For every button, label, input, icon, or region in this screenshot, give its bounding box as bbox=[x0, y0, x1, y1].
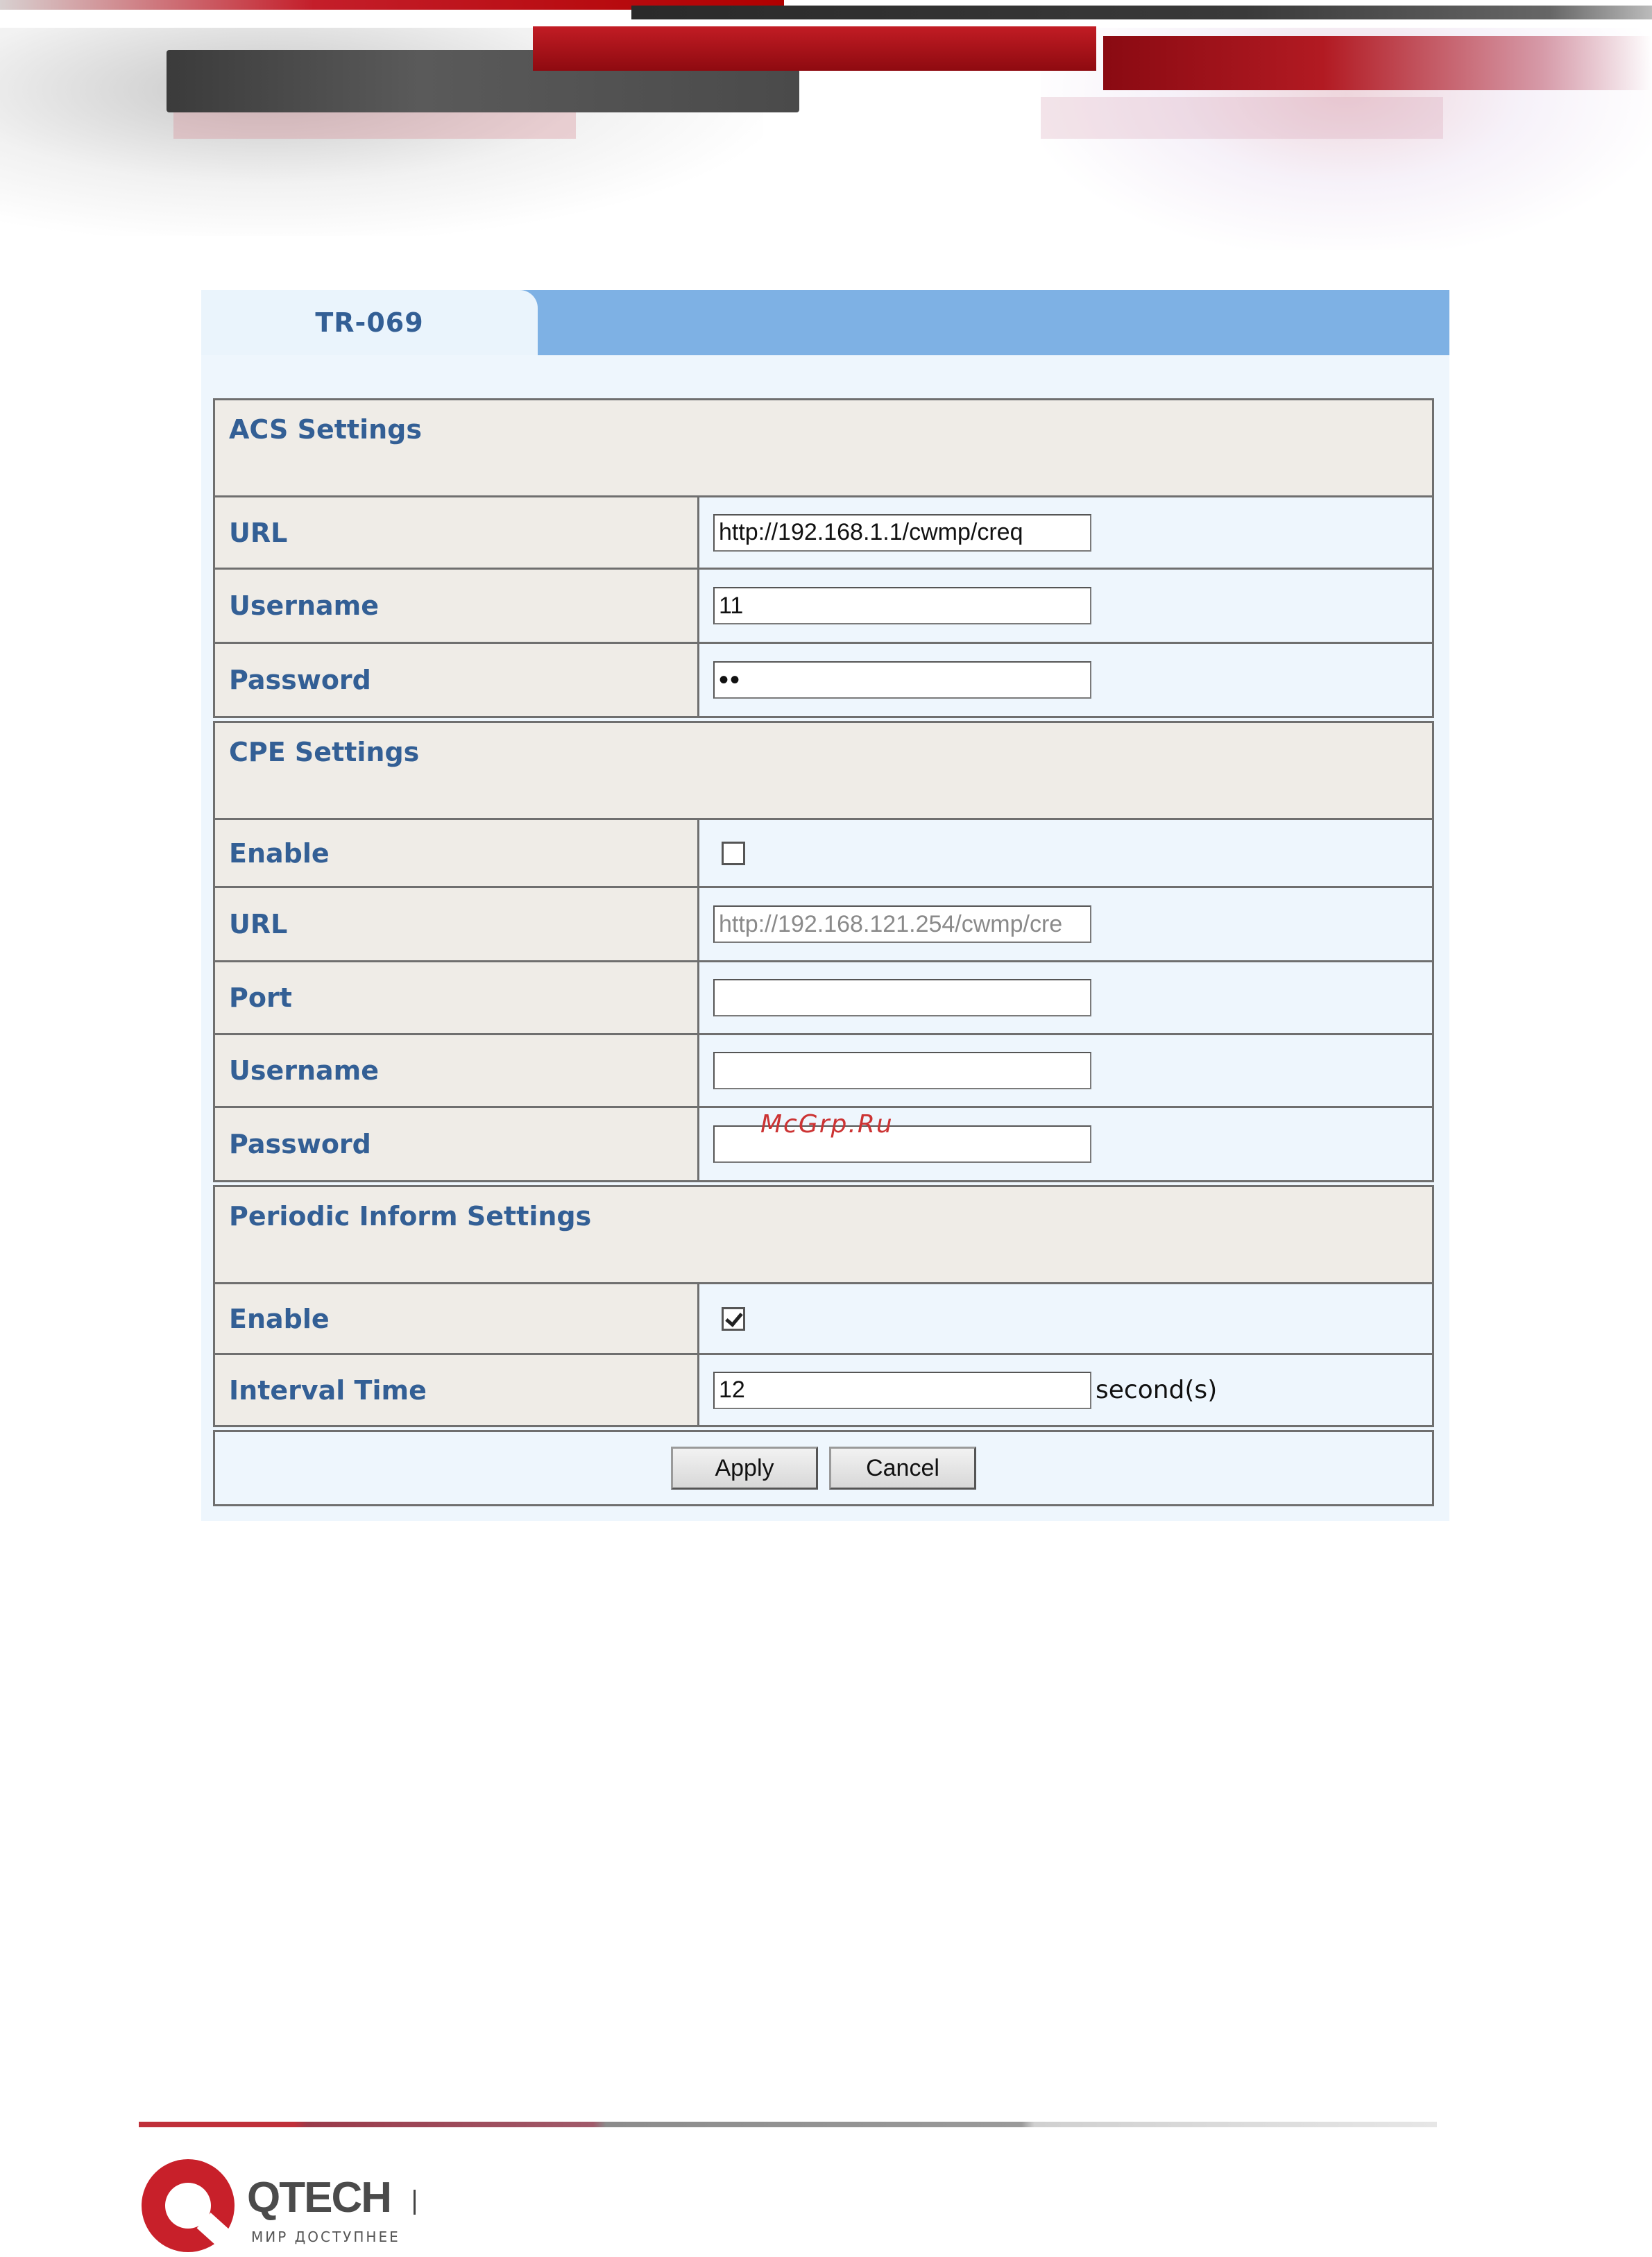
periodic-inform-section bbox=[213, 1185, 1434, 1284]
cpe-enable-checkbox[interactable] bbox=[722, 842, 745, 865]
periodic-inform-title: Periodic Inform Settings bbox=[229, 1201, 592, 1232]
cpe-url-input[interactable] bbox=[713, 905, 1091, 943]
qtech-tagline: МИР ДОСТУПНЕЕ bbox=[251, 2229, 400, 2245]
watermark-text: McGrp.Ru bbox=[760, 1110, 894, 1139]
cpe-settings-section bbox=[213, 721, 1434, 820]
cpe-port-input[interactable] bbox=[713, 979, 1091, 1016]
cpe-port-row bbox=[213, 960, 1434, 1035]
banner-pink-bar-right bbox=[1041, 97, 1443, 139]
acs-username-row bbox=[213, 568, 1434, 644]
header-banner bbox=[0, 0, 1652, 250]
acs-password-row bbox=[213, 642, 1434, 718]
acs-settings-title: ACS Settings bbox=[229, 414, 422, 445]
cpe-username-row bbox=[213, 1033, 1434, 1108]
cpe-enable-label: Enable bbox=[215, 820, 699, 886]
cpe-enable-row bbox=[213, 818, 1434, 888]
periodic-enable-label: Enable bbox=[215, 1284, 699, 1353]
cpe-username-label: Username bbox=[215, 1035, 699, 1106]
qtech-brand-name: QTECH bbox=[247, 2174, 391, 2222]
banner-dark-line bbox=[631, 6, 1652, 19]
apply-button[interactable]: Apply bbox=[671, 1447, 818, 1490]
tab-bar bbox=[201, 290, 1449, 355]
acs-username-input[interactable] bbox=[713, 587, 1091, 624]
cpe-username-input[interactable] bbox=[713, 1052, 1091, 1089]
periodic-interval-input[interactable] bbox=[713, 1372, 1091, 1409]
periodic-enable-checkbox[interactable] bbox=[722, 1307, 745, 1331]
cpe-password-label: Password bbox=[215, 1108, 699, 1180]
acs-url-row bbox=[213, 495, 1434, 570]
periodic-interval-row bbox=[213, 1353, 1434, 1427]
periodic-interval-label: Interval Time bbox=[215, 1355, 699, 1425]
cpe-port-label: Port bbox=[215, 962, 699, 1033]
cpe-url-row bbox=[213, 886, 1434, 962]
form-buttons-row bbox=[213, 1430, 1434, 1506]
interval-unit: second(s) bbox=[1096, 1376, 1218, 1404]
banner-red-bar bbox=[533, 26, 1096, 71]
cpe-settings-title: CPE Settings bbox=[229, 737, 420, 767]
footer-line bbox=[139, 2122, 1437, 2127]
tr069-panel bbox=[201, 290, 1449, 1521]
cancel-button[interactable]: Cancel bbox=[829, 1447, 976, 1490]
acs-settings-section bbox=[213, 398, 1434, 497]
acs-password-input[interactable] bbox=[713, 661, 1091, 699]
banner-red-bar-right bbox=[1103, 36, 1652, 90]
acs-password-label: Password bbox=[215, 644, 699, 716]
acs-url-label: URL bbox=[215, 497, 699, 568]
tab-tr069[interactable]: TR-069 bbox=[201, 290, 538, 355]
periodic-enable-row bbox=[213, 1282, 1434, 1355]
cpe-url-label: URL bbox=[215, 888, 699, 960]
qtech-logo-mark bbox=[142, 2159, 235, 2252]
logo-separator bbox=[414, 2190, 416, 2215]
banner-pink-bar bbox=[173, 111, 576, 139]
acs-username-label: Username bbox=[215, 570, 699, 642]
acs-url-input[interactable] bbox=[713, 514, 1091, 552]
qtech-logo bbox=[142, 2159, 558, 2257]
